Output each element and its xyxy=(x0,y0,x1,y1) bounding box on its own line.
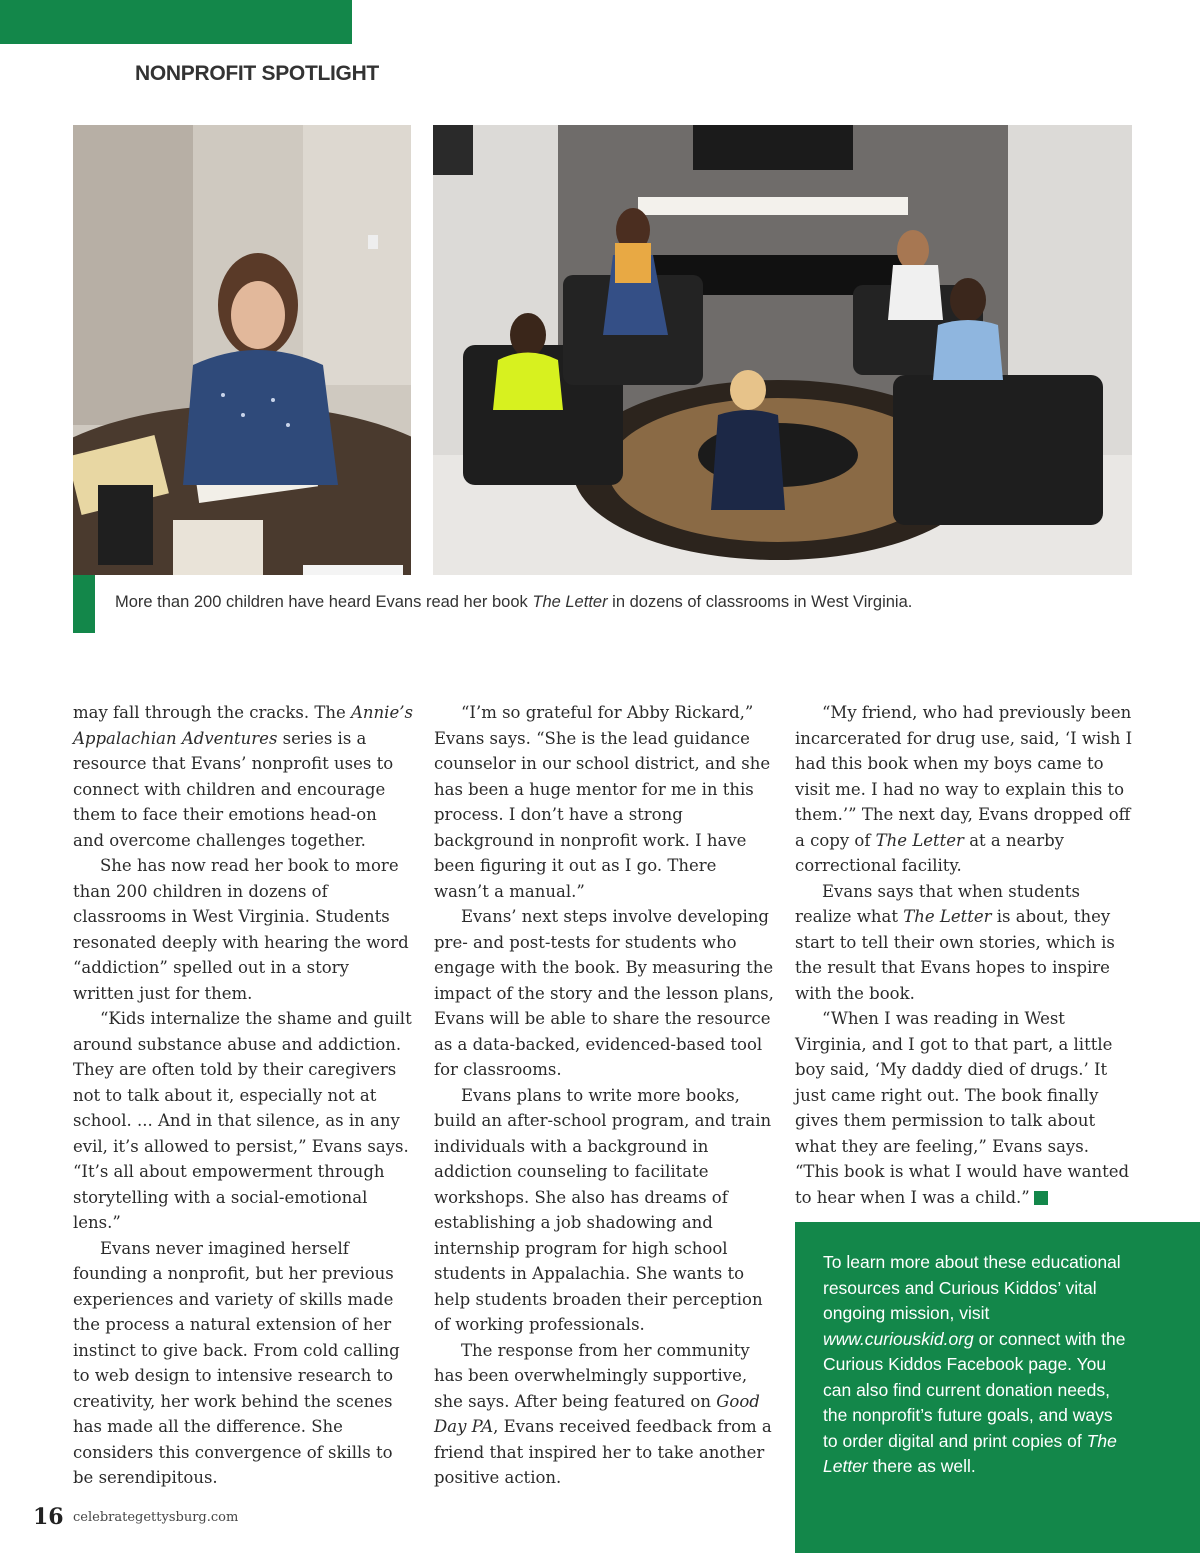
text-run: or connect with the Curious Kiddos Facebook page. You can also find current donation needs, the nonprofit’s future goals, and ways to order digital and print copies of xyxy=(823,1328,1126,1451)
paragraph: She has now read her book to more than 200 children in dozens of classrooms in West Virginia. Students resonated deeply with hearing the word “addiction” spelled out in a story written just for them. xyxy=(73,856,409,1003)
paragraph: “I’m so grateful for Abby Rickard,” Evans says. “She is the lead guidance counselor in our school district, and she has been a huge mentor for me in this process. I don’t have a strong background in nonprofit work. I have been figuring it out as I go. There wasn’t a manual.” xyxy=(434,703,771,901)
paragraph xyxy=(73,700,413,853)
text-run: series is a resource that Evans’ nonprofit uses to connect with children and encourage them to face their emotions head-on and overcome challenges together. xyxy=(73,728,394,850)
paragraph: “Kids internalize the shame and guilt around substance abuse and addiction. They are often told by their caregivers not to talk about it, especially not at school. ... And in that silence, as in any evil, it’s allowed to persist,” Evans says. “It’s all about empowerment through storytelling with a social-emotional lens.” xyxy=(73,1009,412,1232)
paragraph: Evans’ next steps involve developing pre- and post-tests for students who engage with the book. By measuring the impact of the story and the lesson plans, Evans will be able to share the resource as a data-backed, evidenced-based tool for classrooms. xyxy=(434,907,774,1079)
caption-accent-bar xyxy=(73,575,95,633)
book-title: The Letter xyxy=(903,907,992,926)
photo-woman-writing xyxy=(73,125,411,575)
paragraph xyxy=(795,879,1135,1007)
end-mark-icon: G xyxy=(1034,1191,1048,1205)
sidebar-text xyxy=(823,1250,1128,1480)
paragraph: Evans plans to write more books, build an after-school program, and train individuals with a background in addiction counseling to facilitate workshops. She also has dreams of establishing a job shadowing and internship program for high school students in Appalachia. She wants to help students broaden their perception of working professionals. xyxy=(434,1085,772,1334)
photo-reading-to-children xyxy=(433,125,1132,575)
text-run: To learn more about these educational resources and Curious Kiddos’ vital ongoing mission, visit xyxy=(823,1252,1121,1323)
text-run: Evans says that when students realize what xyxy=(795,881,1081,926)
text-run: is about, they start to tell their own stories, which is the result that Evans hopes to inspire with the book. xyxy=(795,907,1115,1003)
photo-caption xyxy=(115,593,1115,612)
paragraph xyxy=(795,700,1135,879)
text-run: The response from her community has been overwhelmingly supportive, she says. After being featured on xyxy=(434,1340,750,1411)
article-column-2 xyxy=(434,700,774,1491)
paragraph xyxy=(795,1006,1135,1210)
paragraph xyxy=(434,1338,774,1491)
caption-text-a: More than 200 children have heard Evans read her book xyxy=(115,593,533,611)
paragraph: Evans never imagined herself founding a nonprofit, but her previous experiences and variety of skills made the process a natural extension of her instinct to give back. From cold calling to web design to intensive research to creativity, her work behind the scenes has made all the difference. She considers this convergence of skills to be serendipitous. xyxy=(73,1238,400,1487)
text-run: “My friend, who had previously been incarcerated for drug use, said, ‘I wish I had this book when my boys came to visit me. I had no way to explain this to them.’” The next day, Evans dropped off a copy of xyxy=(795,703,1133,850)
series-title: Annie’s Appalachian Adventures xyxy=(73,703,413,748)
section-label: NONPROFIT SPOTLIGHT xyxy=(135,62,379,85)
header-accent-bar xyxy=(0,0,352,44)
article-column-1 xyxy=(73,700,413,1491)
caption-text-b: in dozens of classrooms in West Virginia. xyxy=(607,593,913,611)
page-number: 16 xyxy=(33,1504,64,1530)
text-run: there as well. xyxy=(867,1456,976,1476)
text-run: , Evans received feedback from a friend that inspired her to take another positive action. xyxy=(434,1417,772,1487)
website-link[interactable]: www.curiouskid.org xyxy=(823,1328,974,1349)
footer-website: celebrategettysburg.com xyxy=(73,1510,239,1525)
book-title: The Letter xyxy=(875,830,964,850)
show-title: Good Day PA xyxy=(434,1391,760,1436)
text-run: at a nearby correctional facility. xyxy=(795,830,1064,875)
text-run: may fall through the cracks. The xyxy=(73,703,352,722)
text-run: “When I was reading in West Virginia, and I got to that part, a little boy said, ‘My daddy died of drugs.’ It just came right out. The book finally gives them permission to talk about what they are feeling,” Evans says. “This book is what I would have wanted to hear when I was a child.” xyxy=(795,1009,1130,1207)
info-sidebar xyxy=(795,1222,1200,1553)
caption-book-title: The Letter xyxy=(532,593,608,611)
book-title: The Letter xyxy=(823,1430,1117,1476)
article-column-3 xyxy=(795,700,1135,1210)
